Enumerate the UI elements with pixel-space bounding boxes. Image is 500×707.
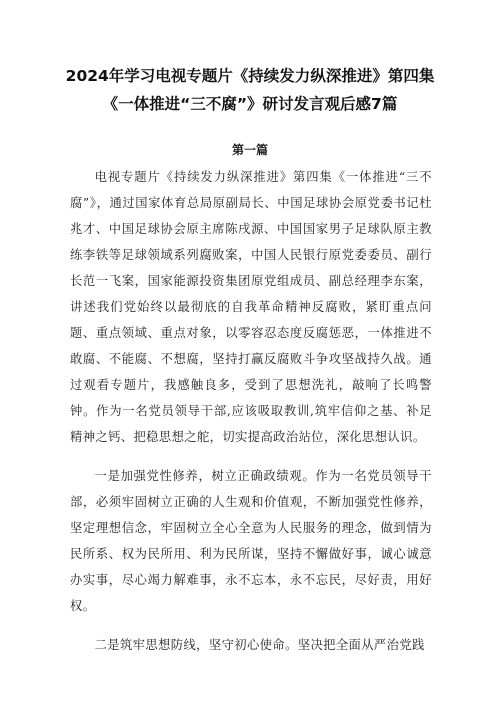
document-title: 2024年学习电视专题片《持续发力纵深推进》第四集《一体推进“三不腐”》研讨发言观后感7篇 <box>65 67 435 113</box>
body-paragraph-2: 一是加强党性修养，树立正确政绩观。作为一名党员领导干部，必须牢固树立正确的人生观和价值观，不断加强党性修养，坚定理想信念，牢固树立全心全意为人民服务的理念，做到情为民所系、权为民所用、利为民所谋，坚持不懈做好事，诚心诚意办实事，尽心竭力解难事，永不忘本，永不忘民，尽好责，用好权。 <box>70 469 432 613</box>
body-paragraph-1: 电视专题片《持续发力纵深推进》第四集《一体推进“三不腐”》，通过国家体育总局原副局长、中国足球协会原党委书记杜兆才、中国足球协会原主席陈戌源、中国国家男子足球队原主教练李铁等足球领域系列腐败案，中国人民银行原党委委员、副行长范一飞案，国家能源投资集团原党组成员、副总经理李东案，讲述我们党始终以最彻底的自我革命精神反腐败，紧盯重点问题、重点领域、重点对象，以零容忍态度反腐惩恶，一体推进不敢腐、不能腐、不想腐，坚持打赢反腐败斗争攻坚战持久战。通过观看专题片，我感触良多，受到了思想洗礼，敲响了长鸣警钟。作为一名党员领导干部,应该吸取教训,筑牢信仰之基、补足精神之钙、把稳思想之舵，切实提高政治站位，深化思想认识。 <box>70 170 432 444</box>
document-body <box>70 164 432 671</box>
body-paragraph-3: 二是筑牢思想防线，坚守初心使命。坚决把全面从严治党践 <box>94 638 425 652</box>
section-heading: 第一篇 <box>231 143 268 157</box>
